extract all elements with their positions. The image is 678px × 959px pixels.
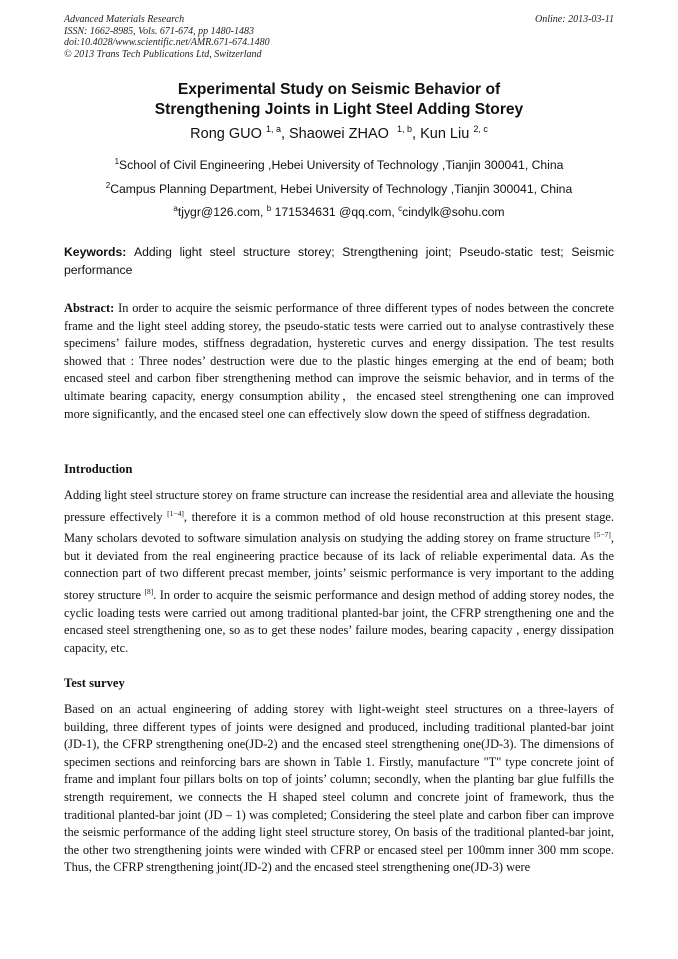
doi-line[interactable]: doi:10.4028/www.scientific.net/AMR.671-674.1480 — [64, 37, 270, 48]
author-superscript: 1, b — [397, 124, 413, 134]
affiliation-2: $^2$Campus Planning Department, Hebei University of Technology ,Tianjin 300041, China — [105, 181, 573, 196]
journal-name: Advanced Materials Research — [64, 14, 185, 25]
issn-line: ISSN: 1662-8985, Vols. 671-674, pp 1480-1483 — [64, 25, 254, 37]
introduction-heading: Introduction — [64, 462, 133, 476]
author-list: Rong GUO $^{1, a}$, Shaowei ZHAO $^{1, b}$, Kun Liu $^{2, c}$ — [190, 124, 488, 142]
keywords-label: Keywords: — [64, 245, 127, 259]
author-superscript: 1, a — [265, 124, 281, 134]
email-list: $^a$tjygr@126.com, $^b$ 171534631 @qq.com, $^c$cindylk@sohu.com — [173, 204, 505, 219]
email-link[interactable]: cindylk@sohu.com — [402, 205, 505, 219]
title-line-1: Experimental Study on Seismic Behavior of — [177, 81, 501, 98]
test-survey-heading: Test survey — [64, 676, 125, 690]
citation[interactable]: [8] — [144, 586, 154, 596]
abstract — [64, 300, 614, 423]
citation[interactable]: [1−4] — [167, 508, 184, 518]
email-link[interactable]: tjygr@126.com, — [177, 205, 267, 219]
author-name: Rong GUO — [190, 126, 262, 142]
abstract-label: Abstract: — [64, 301, 115, 315]
keywords — [64, 243, 614, 279]
journal-header — [64, 14, 270, 60]
paper-title — [0, 80, 678, 120]
test-survey-paragraph: Based on an actual engineering of adding storey with light-weight steel structures on a three-layers of building, three different types of joints were designed and produced, including traditional planted-bar joint (JD-1), the CFRP strengthening one(JD-2) and the encased steel strengthening one(JD-3). The dimensions of specimen sections and reinforcing bars are shown in Table 1. Firstly, manufacture "T" type concrete joint of frame and implant four pillars bolts on top of joints’ column; secondly, when the planting bar glue fulfills the strength requirement, we connects the H shaped steel column and concrete joint of framework, thus the traditional planted-bar joint (JD – 1) was completed; Considering the steel plate and carbon fiber can improve the seismic performance of the adding light steel structure storey, On basis of the traditional planted-bar joint, the other two strengthening joints were winded with CFRP or encased steel per 100mm inner 300 mm scope. Thus, the CFRP strengthening joint(JD-2) and the encased steel strengthening one(JD-3) were — [64, 702, 614, 875]
title-line-2: Strengthening Joints in Light Steel Adding Storey — [154, 101, 524, 118]
email-link[interactable]: 171534631 @qq.com, — [271, 205, 399, 219]
affiliation-1: $^1$School of Civil Engineering ,Hebei University of Technology ,Tianjin 300041, China — [114, 157, 564, 172]
author-name: Shaowei ZHAO — [289, 126, 389, 142]
copyright-line: © 2013 Trans Tech Publications Ltd, Switzerland — [64, 48, 262, 60]
online-date: Online: 2013-03-11 — [535, 14, 614, 25]
author-superscript: 2, c — [473, 124, 488, 134]
keywords-text: Adding light steel structure storey; Strengthening joint; Pseudo-static test; Seismic performance — [64, 245, 614, 277]
citation[interactable]: [5−7] — [594, 530, 611, 540]
author-name: Kun Liu — [420, 126, 470, 142]
abstract-text: In order to acquire the seismic performance of three different types of nodes between the concrete frame and the light steel adding storey, the pseudo-static tests were carried out to analyse contrastively these specimens’ failure modes, stiffness degradation, hysteretic curves and energy dissipation. The test results showed that : Three nodes’ destruction were due to the plastic hinges emerging at the end of beam; both encased steel and carbon fiber strengthening method can improve the seismic behavior, and in terms of the ultimate bearing capacity, energy consumption ability，the encased steel strengthening one can improved more significantly, and the encased steel one can effectively slow down the speed of stiffness degradation. — [64, 301, 615, 421]
introduction-paragraph: Adding light steel structure storey on frame structure can increase the residential area and alleviate the housing pressure effectively [1−4], therefore it is a common method of old house reconstruction at this present stage. Many scholars devoted to software simulation analysis on studying the adding storey on frame structure [5−7], but it deviated from the real engineering practice because of its lack of reliable experimental data. As the connection part of two different precast member, joints’ seismic performance is very important to the adding storey structure [8]. In order to acquire the seismic performance and design method of adding storey nodes, the cyclic loading tests were carried out among traditional planted-bar joint, the CFRP strengthening one and the encased steel strengthening one, so as to get these nodes’ failure modes, bearing capacity , energy dissipation capacity, etc. — [64, 488, 615, 655]
